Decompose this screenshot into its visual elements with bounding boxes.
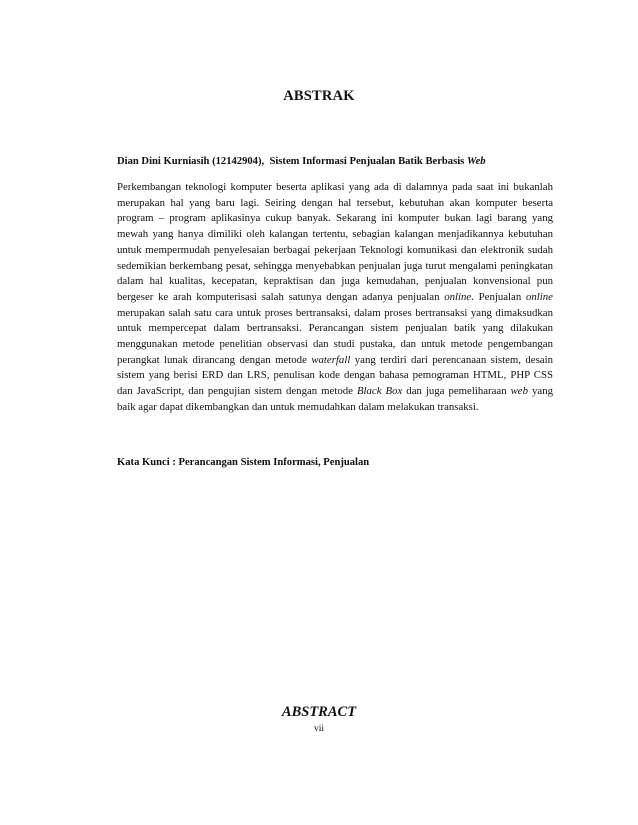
thesis-title: Sistem Informasi Penjualan Batik Berbasis — [269, 156, 465, 167]
paragraph-text: yang baik agar dapat dikembangkan dan untuk memudahkan dalam melakukan transaksi. — [117, 385, 553, 413]
italic-term: Black Box — [356, 385, 403, 398]
italic-term: online — [525, 290, 553, 303]
keywords: Kata Kunci : Perancangan Sistem Informasi, Penjualan — [117, 457, 370, 468]
abstract-paragraph — [117, 180, 553, 416]
page-title: ABSTRAK — [283, 88, 355, 104]
author-name: Dian Dini Kurniasih (12142904), — [117, 156, 265, 167]
author-line — [117, 156, 552, 167]
paragraph-text: . Penjualan — [471, 290, 526, 303]
paragraph-text: yang terdiri dari perencanaan sistem, desain sistem yang berisi ERD dan LRS, penulisan kode dengan bahasa pemograman HTML, PHP CSS dan JavaScript, dan pengujian sistem dengan metode — [117, 353, 553, 398]
italic-term: waterfall — [311, 353, 351, 366]
italic-term: web — [510, 385, 529, 398]
page-number: vii — [313, 724, 325, 734]
italic-term: online — [444, 290, 472, 303]
abstract-heading: ABSTRACT — [281, 704, 357, 720]
paragraph-text: merupakan salah satu cara untuk proses bertransaksi, dalam proses bertransaksi yang dimaksudkan untuk mempercepat dalam bertransaksi. Perancangan sistem penjualan batik yang dilakukan menggunakan metode penelitian observasi dan studi pustaka, dan untuk metode pengembangan perangkat lunak dirancang dengan metode — [117, 306, 553, 366]
paragraph-text: dan juga pemeliharaan — [402, 385, 511, 398]
thesis-title-italic: Web — [466, 156, 486, 167]
paragraph-text: Perkembangan teknologi komputer beserta aplikasi yang ada di dalamnya pada saat ini bukanlah merupakan hal yang baru lagi. Seiring dengan hal tersebut, kebutuhan akan komputer beserta program – program aplikasinya cukup banyak. Sekarang ini komputer bukan lagi barang yang mewah yang hanya dimiliki oleh kalangan tertentu, sebagian kalangan menjadikannya kebutuhan untuk mempermudah penyelesaian berbagai pekerjaan Teknologi komunikasi dan elektronik sudah sedemikian berkembang pesat, sehingga menyebabkan penjualan juga turut mengalami peningkatan dalam hal kualitas, kecepatan, kepraktisan dan juga kemudahan, penjualan konvensional pun bergeser ke arah komputerisasi salah satunya dengan adanya penjualan — [117, 181, 553, 303]
